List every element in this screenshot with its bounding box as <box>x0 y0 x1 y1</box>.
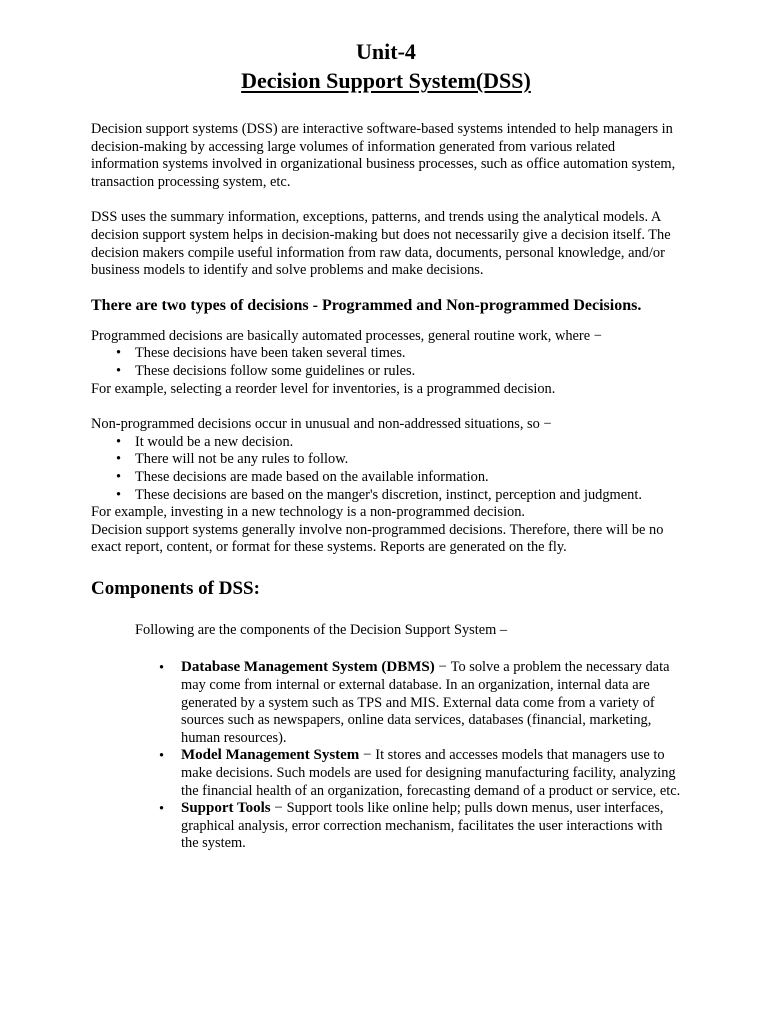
page-title: Decision Support System(DSS) <box>241 68 531 93</box>
non-programmed-example: For example, investing in a new technology is a non-programmed decision. <box>91 504 526 521</box>
programmed-example: For example, selecting a reorder level for inventories, is a programmed decision. <box>91 380 556 397</box>
component-term: Database Management System (DBMS) <box>181 659 435 676</box>
list-item: • These decisions are made based on the available information. <box>91 469 681 487</box>
list-item: • There will not be any rules to follow. <box>91 451 681 469</box>
intro-paragraph-1: Decision support systems (DSS) are interactive software-based systems intended to help managers in decision-making by accessing large volumes of information generated from various related information systems involved in organizational business processes, such as office automation system, transaction processing system, etc. <box>91 121 676 190</box>
component-term: Support Tools <box>181 800 271 817</box>
programmed-lead: Programmed decisions are basically automated processes, general routine work, where − <box>91 327 602 344</box>
component-text: It stores and accesses models that managers use to make decisions. Such models are used for designing manufacturing facility, analyzing the financial health of an organization, forecasting demand of a product or service, etc. <box>181 747 681 799</box>
non-programmed-lead: Non-programmed decisions occur in unusual and non-addressed situations, so − <box>91 416 552 433</box>
unit-title: Unit-4 <box>356 39 416 64</box>
non-programmed-bullet-list <box>91 434 681 504</box>
list-item: • These decisions have been taken several times. <box>91 345 681 363</box>
list-item: • It would be a new decision. <box>91 434 681 452</box>
component-dash: − <box>434 659 451 676</box>
components-heading: Components of DSS: <box>91 577 260 599</box>
decision-types-heading: There are two types of decisions - Programmed and Non-programmed Decisions. <box>91 296 642 314</box>
components-list <box>91 659 681 853</box>
list-item: • These decisions follow some guidelines or rules. <box>91 363 681 381</box>
component-item-model-management <box>181 747 681 800</box>
intro-paragraph-2: DSS uses the summary information, exceptions, patterns, and trends using the analytical models. A decision support system helps in decision-making but does not necessarily give a decision itself. The decision makers compile useful information from raw data, documents, personal knowledge, and/or business models to identify and solve problems and make decisions. <box>91 209 671 279</box>
programmed-bullet-list <box>91 345 681 380</box>
component-item-dbms <box>181 659 681 747</box>
component-term: Model Management System <box>181 747 360 764</box>
component-dash: − <box>359 747 376 764</box>
components-lead: Following are the components of the Decision Support System – <box>135 621 508 638</box>
component-text: Support tools like online help; pulls down menus, user interfaces, graphical analysis, error correction mechanism, facilitates the user interactions with the system. <box>181 800 664 852</box>
list-item: • These decisions are based on the manger's discretion, instinct, perception and judgment. <box>91 487 681 505</box>
component-dash: − <box>270 800 287 817</box>
component-item-support-tools <box>181 800 681 853</box>
non-programmed-note: Decision support systems generally involve non-programmed decisions. Therefore, there will be no exact report, content, or format for these systems. Reports are generated on the fly. <box>91 521 664 556</box>
document-page <box>91 38 681 853</box>
component-text: To solve a problem the necessary data may come from internal or external database. In an organization, internal data are generated by a system such as TPS and MIS. External data come from a variety of sources such as newspapers, online data services, databases (financial, marketing, human resources). <box>181 659 670 746</box>
